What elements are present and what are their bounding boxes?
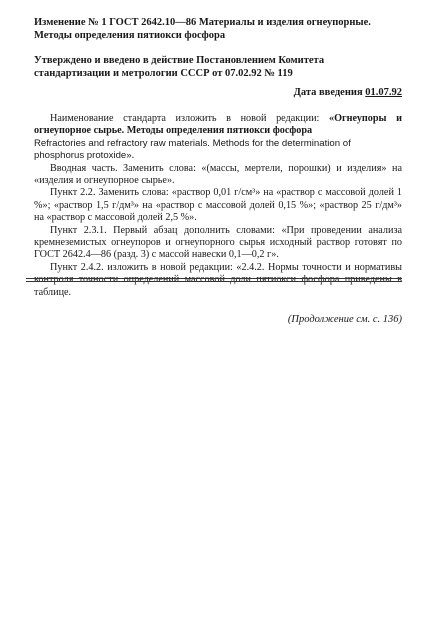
p1-title-en-2: phosphorus protoxide»	[34, 150, 132, 162]
p1-title-ru: «Огнеупоры и огнеупорное сырье. Методы определения пятиокси фосфора	[34, 113, 402, 137]
paragraph-title-english	[34, 138, 402, 150]
p1-end: .	[131, 150, 135, 162]
effective-date-value: 01.07.92	[365, 87, 402, 98]
p1-prefix: Наименование стандарта изложить в новой редакции:	[50, 113, 330, 124]
paragraph-2-4-2: Пункт 2.4.2. изложить в новой редакции: «2.4.2. Нормы точности и нормативы контроля точности определений массовой доли пятиокси фосфора приведены в таблице.	[34, 261, 402, 298]
paragraph-2-2: Пункт 2.2. Заменить слова: «раствор 0,01 г/см³» на «раствор с массовой долей 1 %»; «раствор 1,5 г/дм³» на «раствор с массовой долей 0,15 %»; «раствор 25 г/дм³» на «раствор с массовой долей 2,5 %».	[34, 187, 402, 224]
paragraph-intro: Вводная часть. Заменить слова: «(массы, мертели, порошки) и изделия» на «изделия и огнеупорное сырье».	[34, 162, 402, 187]
effective-date	[34, 86, 402, 99]
paragraph-2-3-1: Пункт 2.3.1. Первый абзац дополнить словами: «При проведении анализа кремнеземистых огнеупоров и огнеупорного сырья исходный раствор готовят по ГОСТ 2642.4—86 (разд. 3) с массой навески 0,1—0,2 г».	[34, 224, 402, 261]
paragraph-title-english-2	[34, 150, 402, 162]
paragraph-title-change	[34, 113, 402, 138]
amendment-title: Изменение № 1 ГОСТ 2642.10—86 Материалы и изделия огнеупорные. Методы определения пятиокси фосфора	[34, 17, 371, 41]
bottom-rule-thin	[26, 281, 402, 282]
bottom-rule	[26, 278, 402, 279]
p1-title-en-1: Refractories and refractory raw materials. Methods for the determination of	[34, 137, 351, 149]
amendment-body	[34, 113, 402, 299]
continued-note: (Продолжение см. с. 136)	[287, 314, 402, 326]
approval-statement: Утверждено и введено в действие Постановлением Комитета стандартизации и метрологии СССР от 07.02.92 № 119	[34, 55, 325, 79]
document-page	[34, 16, 402, 337]
effective-date-label: Дата введения	[293, 87, 363, 98]
